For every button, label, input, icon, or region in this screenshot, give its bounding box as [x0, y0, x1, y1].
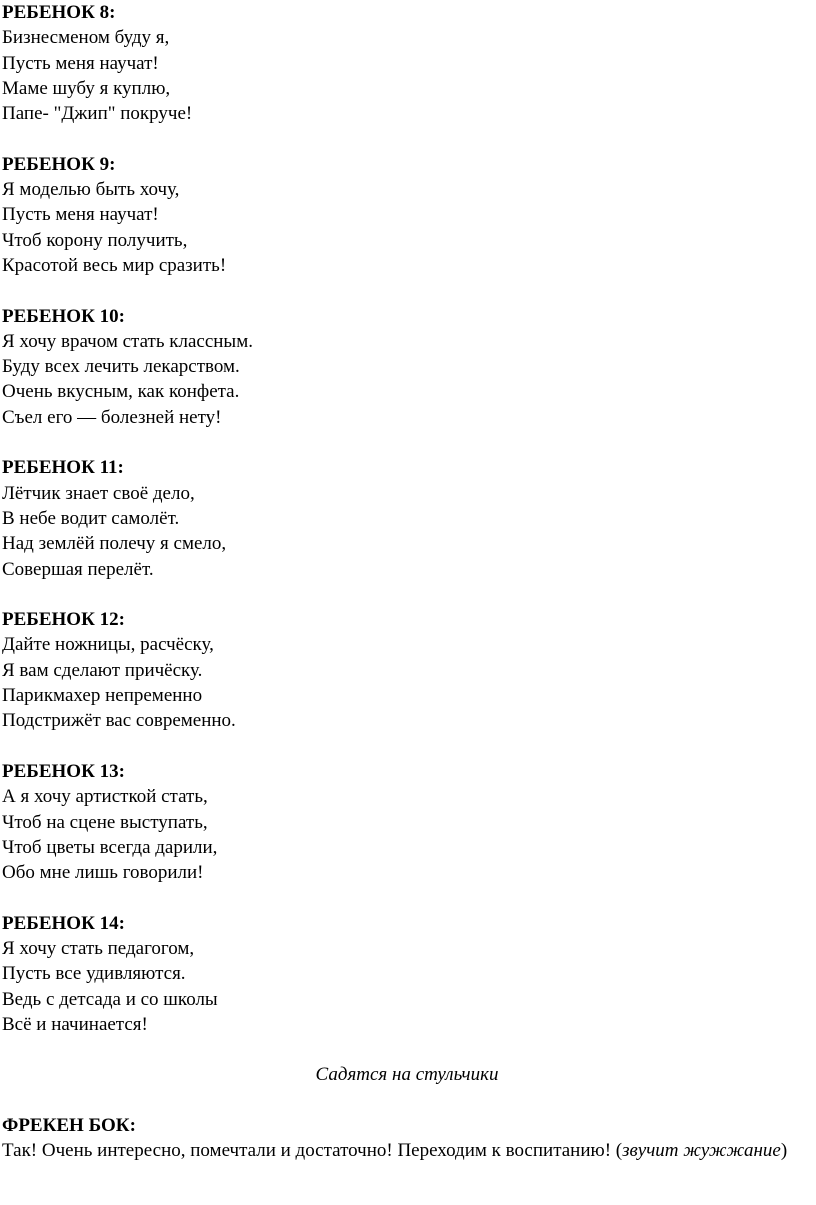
verse-line: Чтоб корону получить,: [2, 229, 188, 251]
verse-line: Папе- "Джип" покруче!: [2, 103, 193, 125]
stanza-child-12: [2, 607, 792, 733]
verse-line: Пусть меня научат!: [2, 52, 159, 74]
verse-line: Дайте ножницы, расчёску,: [2, 634, 214, 656]
verse-line: Буду всех лечить лекарством.: [2, 356, 240, 378]
speaker-label: РЕБЕНОК 14:: [2, 912, 125, 934]
verse-line: Я моделью быть хочу,: [2, 179, 180, 201]
script-content: [2, 0, 792, 1189]
verse-line: Очень вкусным, как конфета.: [2, 381, 240, 403]
verse-line: Маме шубу я куплю,: [2, 77, 171, 99]
speaker-label: РЕБЕНОК 9:: [2, 153, 116, 175]
stage-direction: Садятся на стульчики: [315, 1064, 499, 1086]
speaker-label: РЕБЕНОК 8:: [2, 2, 116, 23]
verse-line: Всё и начинается!: [2, 1013, 148, 1035]
stanza-child-10: [2, 304, 792, 430]
verse-line: Бизнесменом буду я,: [2, 27, 170, 49]
verse-line: Я хочу стать педагогом,: [2, 937, 195, 959]
speech-main: Так! Очень интересно, помечтали и достаточно! Переходим к воспитанию! (: [2, 1140, 623, 1162]
verse-line: Чтоб цветы всегда дарили,: [2, 836, 218, 858]
speaker-label: РЕБЕНОК 12:: [2, 609, 125, 631]
verse-line: Парикмахер непременно: [2, 685, 203, 707]
stanza-child-11: [2, 455, 792, 581]
verse-line: Пусть меня научат!: [2, 204, 159, 226]
verse-line: Подстрижёт вас современно.: [2, 710, 236, 732]
stanza-child-14: [2, 911, 792, 1037]
verse-line: Совершая перелёт.: [2, 558, 154, 580]
speech-end: ): [780, 1140, 788, 1162]
verse-line: Съел его — болезней нету!: [2, 406, 222, 428]
stanza-child-8: [2, 0, 792, 126]
verse-line: Красотой весь мир сразить!: [2, 254, 227, 276]
stanza-child-13: [2, 759, 792, 885]
speaker-label: РЕБЕНОК 10:: [2, 305, 125, 327]
speaker-label: РЕБЕНОК 13:: [2, 760, 125, 782]
verse-line: Пусть все удивляются.: [2, 963, 186, 985]
stanza-freken-bok: [2, 1113, 792, 1164]
verse-line: Лётчик знает своё дело,: [2, 482, 195, 504]
verse-line: Над землёй полечу я смело,: [2, 533, 227, 555]
verse-line: Я вам сделают причёску.: [2, 659, 203, 681]
speaker-label: РЕБЕНОК 11:: [2, 457, 124, 479]
speaker-label: ФРЕКЕН БОК:: [2, 1115, 136, 1137]
verse-line: Ведь с детсада и со школы: [2, 988, 218, 1010]
verse-line: В небе водит самолёт.: [2, 507, 180, 529]
verse-line: А я хочу артисткой стать,: [2, 786, 208, 808]
stanza-child-9: [2, 152, 792, 278]
verse-line: Чтоб на сцене выступать,: [2, 811, 208, 833]
verse-line: Я хочу врачом стать классным.: [2, 330, 253, 352]
verse-line: Обо мне лишь говорили!: [2, 862, 204, 884]
speech-text: [2, 1138, 792, 1163]
speech-note: звучит жужжание: [622, 1140, 781, 1162]
